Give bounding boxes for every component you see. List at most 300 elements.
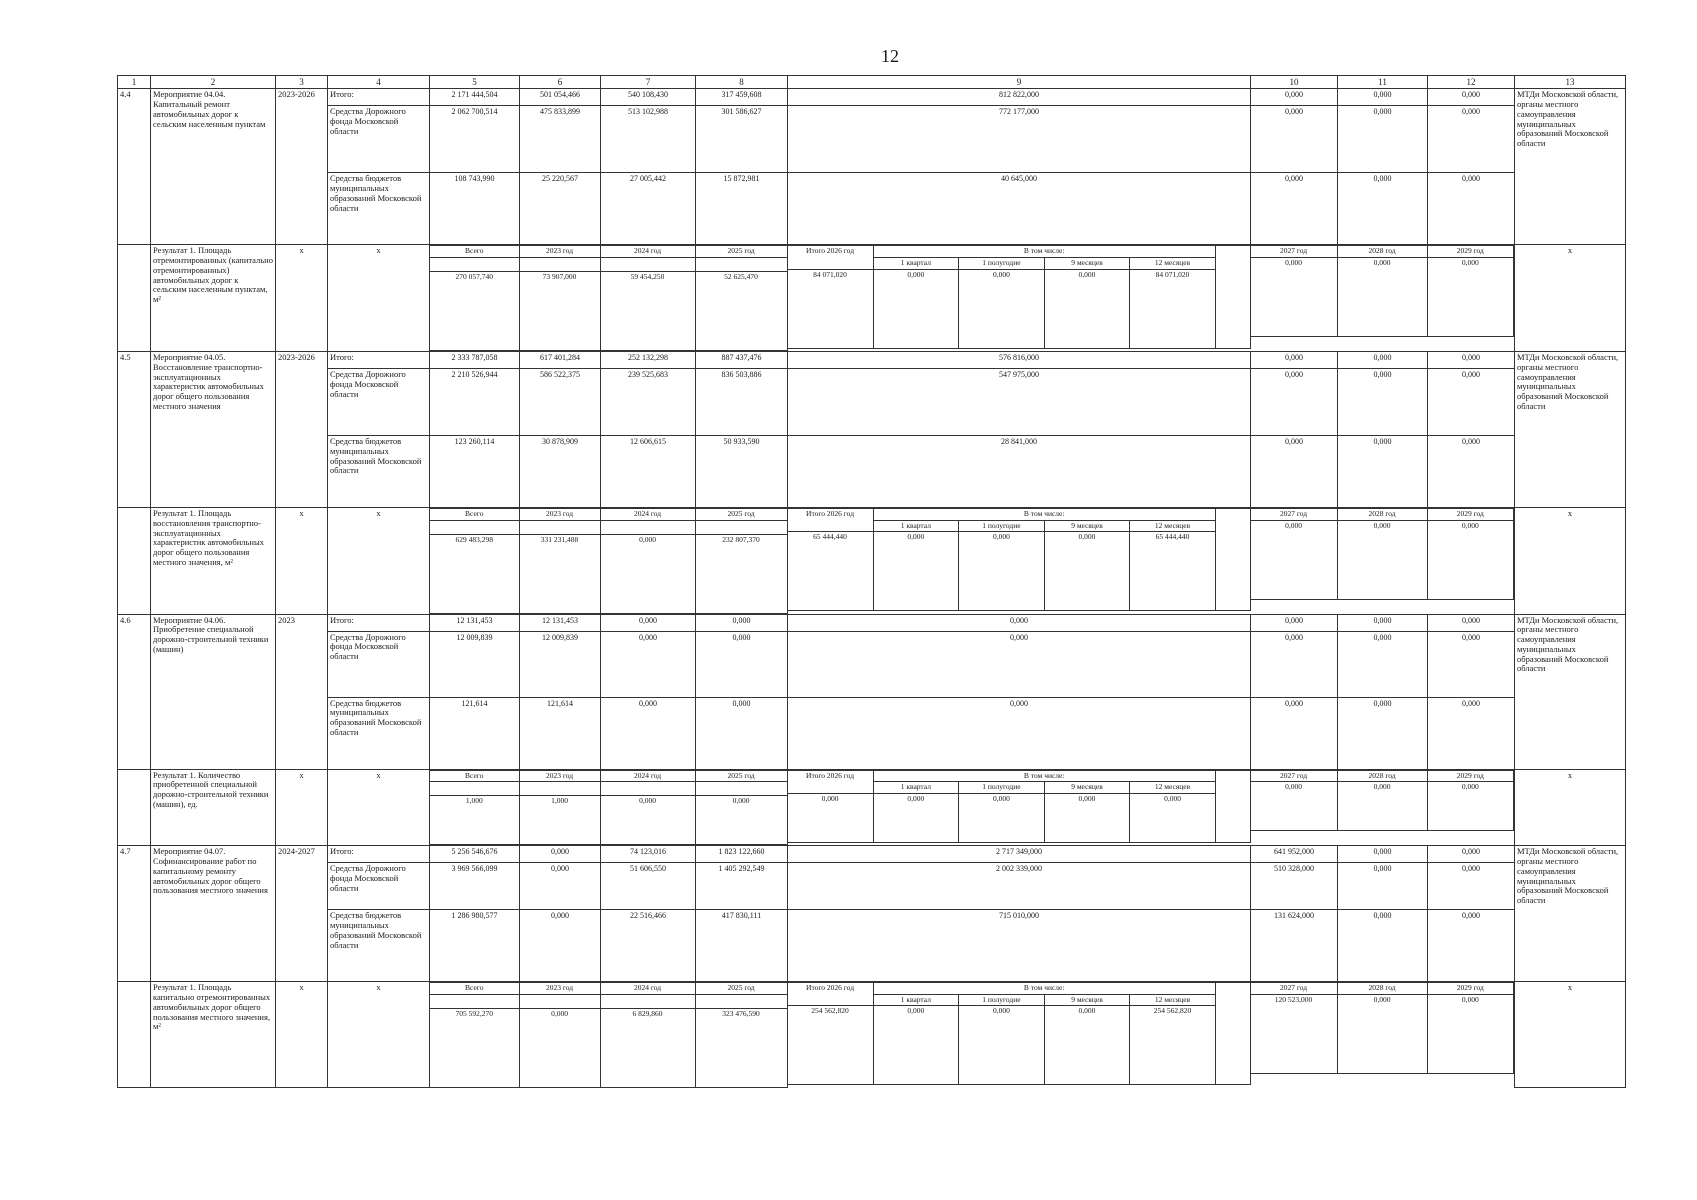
- result-year-cell: [601, 245, 696, 352]
- spacer: [430, 520, 519, 534]
- result-responsible-x: х: [1515, 507, 1626, 614]
- amount-cell: 0,000: [1338, 863, 1428, 910]
- result-value: 0,000: [1338, 257, 1428, 336]
- amount-cell: 0,000: [1428, 614, 1515, 631]
- spacer: [1215, 508, 1250, 610]
- amount-cell: 0,000: [1251, 106, 1338, 173]
- amount-cell: 1 286 980,577: [430, 910, 520, 982]
- amount-cell: 540 108,430: [601, 89, 696, 106]
- amount-cell: 0,000: [1338, 697, 1428, 769]
- result-value: 73 907,000: [520, 271, 601, 350]
- result-year-cell: [1428, 245, 1515, 352]
- amount-cell: 123 260,114: [430, 435, 520, 507]
- amount-cell: 252 132,298: [601, 351, 696, 368]
- result-value: 59 454,250: [601, 271, 696, 350]
- year-label: Всего: [430, 508, 519, 520]
- year-label: 2027 год: [1251, 246, 1338, 258]
- spacer: [1215, 983, 1250, 1085]
- year-label: 2028 год: [1338, 770, 1428, 782]
- amount-cell: 0,000: [1428, 846, 1515, 863]
- amount-cell: 1 823 122,660: [696, 846, 788, 863]
- amount-cell: 74 123,016: [601, 846, 696, 863]
- year-label: 2023 год: [520, 983, 601, 995]
- item-title: Мероприятие 04.05. Восстановление транспортно-эксплуатационных характеристик автомобильных дорог общего пользования местного значения: [151, 351, 276, 507]
- amount-cell: 0,000: [696, 614, 788, 631]
- funding-source: Итого:: [328, 614, 430, 631]
- funding-row: [118, 614, 1626, 631]
- quarter-breakdown: [788, 245, 1251, 352]
- spacer: [520, 994, 601, 1008]
- item-period: 2023-2026: [276, 89, 328, 245]
- amount-cell: 0,000: [1338, 368, 1428, 435]
- m12-label: 12 месяцев: [1130, 257, 1216, 269]
- amount-cell: 0,000: [1251, 351, 1338, 368]
- program-table: [117, 75, 1626, 1088]
- empty-cell: [118, 769, 151, 846]
- result-year-cell: [696, 982, 788, 1088]
- amount-cell: 22 516,466: [601, 910, 696, 982]
- item-number: 4.7: [118, 846, 151, 982]
- spacer: [601, 520, 696, 534]
- responsible-party: МТДи Московской области, органы местного самоуправления муниципальных образований Московской области: [1515, 351, 1626, 507]
- amount-cell: 887 437,476: [696, 351, 788, 368]
- header-cell: 5: [430, 76, 520, 89]
- result-year-cell: [1428, 982, 1515, 1088]
- result-year-cell: [430, 245, 520, 352]
- result-value: 323 476,590: [696, 1008, 788, 1087]
- header-cell: 12: [1428, 76, 1515, 89]
- h1-label: 1 полугодие: [959, 257, 1045, 269]
- amount-cell: 417 830,111: [696, 910, 788, 982]
- result-source-x: х: [328, 769, 430, 846]
- result-value: 0,000: [959, 1006, 1045, 1085]
- amount-cell: 0,000: [1338, 631, 1428, 697]
- year-label: 2027 год: [1251, 508, 1338, 520]
- result-responsible-x: х: [1515, 982, 1626, 1088]
- result-year-cell: [1428, 507, 1515, 614]
- result-year-cell: [520, 982, 601, 1088]
- result-row: [118, 769, 1626, 846]
- result-year-cell: [1338, 507, 1428, 614]
- result-name: Результат 1. Количество приобретенной специальной дорожно-строительной техники (машин), ед.: [151, 769, 276, 846]
- item-period: 2023: [276, 614, 328, 769]
- amount-cell: 0,000: [1251, 697, 1338, 769]
- amount-cell: 0,000: [1338, 614, 1428, 631]
- amount-cell: 0,000: [520, 910, 601, 982]
- year-label: Всего: [430, 983, 519, 995]
- amount-cell: 0,000: [788, 697, 1251, 769]
- result-value: 0,000: [788, 793, 874, 842]
- result-value: 6 829,860: [601, 1008, 696, 1087]
- result-value: 84 071,020: [788, 269, 874, 348]
- amount-cell: 1 405 292,549: [696, 863, 788, 910]
- itogo-2026-label: Итого 2026 год: [788, 246, 874, 269]
- amount-cell: 812 822,000: [788, 89, 1251, 106]
- m9-label: 9 месяцев: [1044, 994, 1130, 1006]
- item-number: 4.6: [118, 614, 151, 769]
- year-label: 2029 год: [1428, 246, 1514, 258]
- funding-row: [118, 368, 1626, 435]
- amount-cell: 2 210 526,944: [430, 368, 520, 435]
- year-label: Всего: [430, 770, 519, 782]
- result-source-x: х: [328, 982, 430, 1088]
- result-value: 65 444,440: [1130, 532, 1216, 611]
- result-year-cell: [430, 507, 520, 614]
- q1-label: 1 квартал: [873, 994, 959, 1006]
- result-name: Результат 1. Площадь восстановления транспортно-эксплуатационных характеристик автомобильных дорог общего пользования местного значения, м²: [151, 507, 276, 614]
- result-value: 232 807,370: [696, 534, 788, 613]
- amount-cell: 641 952,000: [1251, 846, 1338, 863]
- result-value: 0,000: [696, 796, 788, 845]
- amount-cell: 0,000: [1428, 351, 1515, 368]
- result-year-cell: [430, 769, 520, 846]
- q1-label: 1 квартал: [873, 782, 959, 794]
- result-row: [118, 245, 1626, 352]
- amount-cell: 0,000: [1251, 435, 1338, 507]
- result-value: 1,000: [520, 796, 601, 845]
- amount-cell: 0,000: [1338, 351, 1428, 368]
- amount-cell: 0,000: [520, 846, 601, 863]
- year-label: 2024 год: [601, 508, 696, 520]
- header-cell: 1: [118, 76, 151, 89]
- amount-cell: 0,000: [1428, 89, 1515, 106]
- result-value: 0,000: [873, 269, 959, 348]
- q1-label: 1 квартал: [873, 257, 959, 269]
- year-label: 2029 год: [1428, 983, 1514, 995]
- funding-source: Средства бюджетов муниципальных образований Московской области: [328, 697, 430, 769]
- quarter-breakdown: [788, 982, 1251, 1088]
- funding-source: Средства бюджетов муниципальных образований Московской области: [328, 910, 430, 982]
- result-row: [118, 982, 1626, 1088]
- amount-cell: 12 009,839: [430, 631, 520, 697]
- result-value: 254 562,820: [1130, 1006, 1216, 1085]
- result-value: 331 231,488: [520, 534, 601, 613]
- amount-cell: 0,000: [696, 631, 788, 697]
- year-label: 2028 год: [1338, 246, 1428, 258]
- amount-cell: 0,000: [1338, 846, 1428, 863]
- result-year-cell: [696, 245, 788, 352]
- year-label: 2029 год: [1428, 770, 1514, 782]
- result-year-cell: [601, 507, 696, 614]
- year-label: 2025 год: [696, 770, 788, 782]
- header-cell: 6: [520, 76, 601, 89]
- result-value: 0,000: [1044, 793, 1130, 842]
- spacer: [430, 994, 519, 1008]
- responsible-party: МТДи Московской области, органы местного самоуправления муниципальных образований Московской области: [1515, 846, 1626, 982]
- funding-row: [118, 351, 1626, 368]
- m9-label: 9 месяцев: [1044, 520, 1130, 532]
- year-label: 2024 год: [601, 246, 696, 258]
- item-number: 4.4: [118, 89, 151, 245]
- amount-cell: 0,000: [1428, 435, 1515, 507]
- header-cell: 8: [696, 76, 788, 89]
- amount-cell: 0,000: [1428, 106, 1515, 173]
- amount-cell: 40 645,000: [788, 173, 1251, 245]
- spacer: [1215, 246, 1250, 348]
- amount-cell: 836 503,886: [696, 368, 788, 435]
- amount-cell: 15 872,981: [696, 173, 788, 245]
- result-value: 0,000: [1251, 520, 1338, 599]
- result-year-cell: [1251, 507, 1338, 614]
- result-responsible-x: х: [1515, 245, 1626, 352]
- spacer: [520, 782, 601, 796]
- header-cell: 13: [1515, 76, 1626, 89]
- result-value: 0,000: [873, 1006, 959, 1085]
- funding-source: Итого:: [328, 351, 430, 368]
- result-year-cell: [601, 769, 696, 846]
- result-name: Результат 1. Площадь капитально отремонтированных автомобильных дорог общего пользования местного значения, м²: [151, 982, 276, 1088]
- amount-cell: 12 131,453: [430, 614, 520, 631]
- m12-label: 12 месяцев: [1130, 782, 1216, 794]
- funding-row: [118, 435, 1626, 507]
- result-year-cell: [520, 769, 601, 846]
- result-year-cell: [696, 507, 788, 614]
- empty-cell: [118, 507, 151, 614]
- result-value: 0,000: [601, 796, 696, 845]
- amount-cell: 2 171 444,504: [430, 89, 520, 106]
- result-value: 0,000: [1338, 994, 1428, 1073]
- result-value: 270 057,740: [430, 271, 519, 350]
- m9-label: 9 месяцев: [1044, 782, 1130, 794]
- result-source-x: х: [328, 245, 430, 352]
- result-value: 0,000: [1428, 994, 1514, 1073]
- year-label: 2025 год: [696, 508, 788, 520]
- amount-cell: 0,000: [601, 614, 696, 631]
- spacer: [601, 257, 696, 271]
- amount-cell: 0,000: [1338, 910, 1428, 982]
- funding-source: Итого:: [328, 89, 430, 106]
- header-cell: 10: [1251, 76, 1338, 89]
- amount-cell: 28 841,000: [788, 435, 1251, 507]
- m9-label: 9 месяцев: [1044, 257, 1130, 269]
- result-period-x: х: [276, 507, 328, 614]
- amount-cell: 0,000: [1338, 106, 1428, 173]
- amount-cell: 50 933,590: [696, 435, 788, 507]
- funding-source: Средства бюджетов муниципальных образований Московской области: [328, 435, 430, 507]
- funding-source: Итого:: [328, 846, 430, 863]
- result-value: 0,000: [1428, 257, 1514, 336]
- page-number: 12: [881, 46, 899, 66]
- funding-source: Средства Дорожного фонда Московской области: [328, 106, 430, 173]
- amount-cell: 0,000: [1428, 368, 1515, 435]
- result-year-cell: [520, 507, 601, 614]
- amount-cell: 121,614: [430, 697, 520, 769]
- spacer: [520, 520, 601, 534]
- amount-cell: 317 459,608: [696, 89, 788, 106]
- result-value: 0,000: [601, 534, 696, 613]
- h1-label: 1 полугодие: [959, 520, 1045, 532]
- amount-cell: 0,000: [1251, 173, 1338, 245]
- amount-cell: 5 256 546,676: [430, 846, 520, 863]
- funding-row: [118, 106, 1626, 173]
- spacer: [696, 257, 788, 271]
- m12-label: 12 месяцев: [1130, 520, 1216, 532]
- funding-row: [118, 863, 1626, 910]
- result-year-cell: [696, 769, 788, 846]
- result-responsible-x: х: [1515, 769, 1626, 846]
- result-year-cell: [1338, 245, 1428, 352]
- result-value: 0,000: [1044, 1006, 1130, 1085]
- empty-cell: [118, 982, 151, 1088]
- vtom-label: В том числе:: [873, 770, 1215, 782]
- funding-source: Средства Дорожного фонда Московской области: [328, 368, 430, 435]
- amount-cell: 0,000: [1251, 368, 1338, 435]
- result-value: 0,000: [1428, 520, 1514, 599]
- amount-cell: 0,000: [1251, 631, 1338, 697]
- result-row: [118, 507, 1626, 614]
- amount-cell: 0,000: [696, 697, 788, 769]
- itogo-2026-label: Итого 2026 год: [788, 983, 874, 1006]
- result-name: Результат 1. Площадь отремонтированных (капитально отремонтированных) автомобильных дорог к сельским населенным пунктам, м²: [151, 245, 276, 352]
- item-period: 2024-2027: [276, 846, 328, 982]
- amount-cell: 27 005,442: [601, 173, 696, 245]
- amount-cell: 239 525,683: [601, 368, 696, 435]
- amount-cell: 12 606,615: [601, 435, 696, 507]
- amount-cell: 0,000: [1428, 697, 1515, 769]
- result-value: 0,000: [1130, 793, 1216, 842]
- amount-cell: 617 401,284: [520, 351, 601, 368]
- amount-cell: 0,000: [1428, 173, 1515, 245]
- result-year-cell: [1251, 245, 1338, 352]
- h1-label: 1 полугодие: [959, 994, 1045, 1006]
- empty-cell: [118, 245, 151, 352]
- result-value: 0,000: [520, 1008, 601, 1087]
- funding-row: [118, 631, 1626, 697]
- itogo-2026-label: Итого 2026 год: [788, 508, 874, 531]
- funding-source: Средства Дорожного фонда Московской области: [328, 863, 430, 910]
- amount-cell: 0,000: [1338, 173, 1428, 245]
- amount-cell: 3 969 566,099: [430, 863, 520, 910]
- result-value: 254 562,820: [788, 1006, 874, 1085]
- year-label: 2023 год: [520, 508, 601, 520]
- spacer: [696, 994, 788, 1008]
- amount-cell: 547 975,000: [788, 368, 1251, 435]
- result-period-x: х: [276, 769, 328, 846]
- amount-cell: 0,000: [788, 631, 1251, 697]
- result-value: 1,000: [430, 796, 519, 845]
- result-value: 0,000: [1338, 782, 1428, 831]
- item-title: Мероприятие 04.04. Капитальный ремонт автомобильных дорог к сельским населенным пунктам: [151, 89, 276, 245]
- result-value: 120 523,000: [1251, 994, 1338, 1073]
- year-label: 2024 год: [601, 770, 696, 782]
- header-row: [118, 76, 1626, 89]
- quarter-breakdown: [788, 507, 1251, 614]
- amount-cell: 576 816,000: [788, 351, 1251, 368]
- year-label: 2027 год: [1251, 983, 1338, 995]
- result-value: 705 592,270: [430, 1008, 519, 1087]
- result-year-cell: [1251, 769, 1338, 846]
- item-title: Мероприятие 04.07. Софинансирование работ по капитальному ремонту автомобильных дорог общего пользования местного значения: [151, 846, 276, 982]
- year-label: 2025 год: [696, 983, 788, 995]
- spacer: [430, 782, 519, 796]
- result-value: 629 483,298: [430, 534, 519, 613]
- spacer: [601, 994, 696, 1008]
- header-cell: 4: [328, 76, 430, 89]
- itogo-2026-label: Итого 2026 год: [788, 770, 874, 793]
- spacer: [696, 782, 788, 796]
- spacer: [1215, 770, 1250, 842]
- result-period-x: х: [276, 245, 328, 352]
- year-label: 2023 год: [520, 770, 601, 782]
- vtom-label: В том числе:: [873, 508, 1215, 520]
- amount-cell: 772 177,000: [788, 106, 1251, 173]
- header-cell: 9: [788, 76, 1251, 89]
- responsible-party: МТДи Московской области, органы местного самоуправления муниципальных образований Московской области: [1515, 89, 1626, 245]
- result-value: 0,000: [1044, 269, 1130, 348]
- result-year-cell: [430, 982, 520, 1088]
- h1-label: 1 полугодие: [959, 782, 1045, 794]
- amount-cell: 2 002 339,000: [788, 863, 1251, 910]
- year-label: 2029 год: [1428, 508, 1514, 520]
- amount-cell: 475 833,899: [520, 106, 601, 173]
- amount-cell: 301 586,627: [696, 106, 788, 173]
- header-cell: 3: [276, 76, 328, 89]
- m12-label: 12 месяцев: [1130, 994, 1216, 1006]
- funding-row: [118, 910, 1626, 982]
- amount-cell: 51 606,550: [601, 863, 696, 910]
- amount-cell: 715 010,000: [788, 910, 1251, 982]
- q1-label: 1 квартал: [873, 520, 959, 532]
- year-label: 2024 год: [601, 983, 696, 995]
- result-value: 0,000: [873, 793, 959, 842]
- result-value: 0,000: [1338, 520, 1428, 599]
- amount-cell: 586 522,375: [520, 368, 601, 435]
- quarter-breakdown: [788, 769, 1251, 846]
- result-value: 0,000: [1251, 782, 1338, 831]
- funding-row: [118, 173, 1626, 245]
- spacer: [520, 257, 601, 271]
- amount-cell: 2 062 700,514: [430, 106, 520, 173]
- funding-row: [118, 846, 1626, 863]
- amount-cell: 2 717 349,000: [788, 846, 1251, 863]
- result-value: 0,000: [1251, 257, 1338, 336]
- item-title: Мероприятие 04.06. Приобретение специальной дорожно-строительной техники (машин): [151, 614, 276, 769]
- result-year-cell: [520, 245, 601, 352]
- result-value: 65 444,440: [788, 532, 874, 611]
- funding-row: [118, 89, 1626, 106]
- funding-source: Средства Дорожного фонда Московской области: [328, 631, 430, 697]
- header-cell: 11: [1338, 76, 1428, 89]
- funding-source: Средства бюджетов муниципальных образований Московской области: [328, 173, 430, 245]
- amount-cell: 0,000: [1338, 435, 1428, 507]
- amount-cell: 0,000: [1428, 910, 1515, 982]
- amount-cell: 25 220,567: [520, 173, 601, 245]
- amount-cell: 0,000: [601, 697, 696, 769]
- year-label: 2028 год: [1338, 508, 1428, 520]
- responsible-party: МТДи Московской области, органы местного самоуправления муниципальных образований Московской области: [1515, 614, 1626, 769]
- result-period-x: х: [276, 982, 328, 1088]
- year-label: 2023 год: [520, 246, 601, 258]
- amount-cell: 0,000: [520, 863, 601, 910]
- amount-cell: 108 743,990: [430, 173, 520, 245]
- amount-cell: 30 878,909: [520, 435, 601, 507]
- year-label: 2025 год: [696, 246, 788, 258]
- result-source-x: х: [328, 507, 430, 614]
- vtom-label: В том числе:: [873, 983, 1215, 995]
- amount-cell: 12 009,839: [520, 631, 601, 697]
- result-year-cell: [1338, 769, 1428, 846]
- year-label: Всего: [430, 246, 519, 258]
- spacer: [696, 520, 788, 534]
- funding-row: [118, 697, 1626, 769]
- result-value: 0,000: [1044, 532, 1130, 611]
- amount-cell: 510 328,000: [1251, 863, 1338, 910]
- result-year-cell: [1251, 982, 1338, 1088]
- vtom-label: В том числе:: [873, 246, 1215, 258]
- amount-cell: 0,000: [1428, 863, 1515, 910]
- header-cell: 2: [151, 76, 276, 89]
- result-year-cell: [1428, 769, 1515, 846]
